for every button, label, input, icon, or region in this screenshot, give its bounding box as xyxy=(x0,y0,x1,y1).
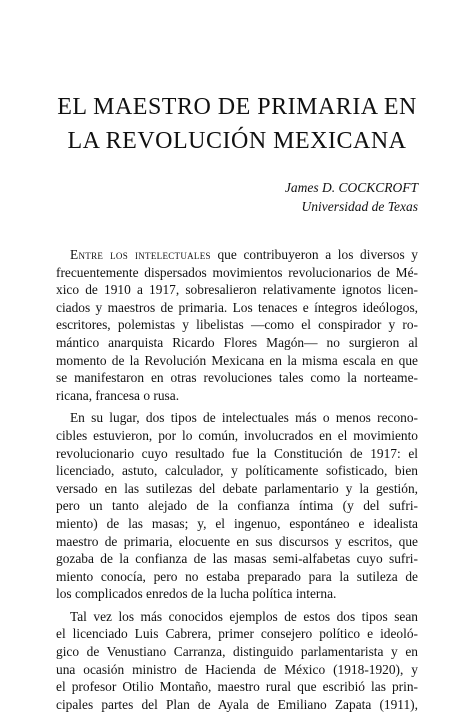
paragraph-line: Tal vez los más conocidos ejemplos de estos dos tipos sean xyxy=(70,608,418,624)
paragraph-line: momento de la Revolución Mexicana en la misma escala en que xyxy=(56,352,418,368)
author-affiliation: Universidad de Texas xyxy=(301,199,418,214)
article-body xyxy=(56,246,418,713)
paragraph-line: revolucionario cuyo resultado fue la Constitución de 1917: el xyxy=(56,445,418,461)
paragraph-line: el licenciado Luis Cabrera, primer consejero político e ideoló- xyxy=(56,626,418,642)
paragraph-line: una ocasión ministro de Hacienda de México (1918-1920), y xyxy=(56,661,418,677)
title-line-1: EL MAESTRO DE PRIMARIA EN xyxy=(57,94,417,120)
paragraph-1 xyxy=(56,246,418,404)
paragraph-line: ciados y maestros de primaria. Los tenaces e íntegros ideólogos, xyxy=(56,299,418,315)
paragraph-line: En su lugar, dos tipos de intelectuales más o menos recono- xyxy=(70,410,418,426)
author-name: James D. COCKCROFT xyxy=(284,180,418,195)
paragraph-line: versado en las sutilezas del debate parlamentario y la gestión, xyxy=(56,480,418,496)
paragraph-line: cipales partes del Plan de Ayala de Emiliano Zapata (1911), xyxy=(56,696,418,712)
paragraph-line: miento) de las masas; y, el ingenuo, espontáneo e idealista xyxy=(56,515,418,531)
paragraph-line: los complicados enredos de la lucha política interna. xyxy=(56,586,337,602)
paragraph-line: xico de 1910 a 1917, sobresalieron relativamente ignotos licen- xyxy=(56,282,418,298)
paragraph-line: mántico anarquista Ricardo Flores Magón— no surgieron al xyxy=(56,334,418,350)
paragraph-line: frecuentemente dispersados movimientos revolucionarios de Mé- xyxy=(56,264,418,280)
paragraph-line: miento conocía, pero no estaba preparado para la sutileza de xyxy=(56,568,418,584)
title-line-2: LA REVOLUCIÓN MEXICANA xyxy=(67,128,407,154)
paragraph-2 xyxy=(56,409,418,603)
paragraph-line: gozaba de la confianza de las masas semi-alfabetas cuyo sufri- xyxy=(56,551,418,567)
paragraph-line: el profesor Otilio Montaño, maestro rural que escribió las prin- xyxy=(56,679,418,695)
article-title xyxy=(40,90,434,158)
paragraph-line: ricana, francesa o rusa. xyxy=(56,387,180,403)
author-byline xyxy=(285,178,418,216)
paragraph-line: licenciado, astuto, calculador, y políticamente sofisticado, bien xyxy=(56,463,418,479)
paragraph-line: escritores, polemistas y libelistas —como el conspirador y ro- xyxy=(56,317,418,333)
paragraph-line: Entre los intelectuales que contribuyeron a los diversos y xyxy=(70,247,418,262)
paragraph-3 xyxy=(56,608,418,713)
paragraph-line: cibles estuvieron, por lo común, involucrados en el movimiento xyxy=(56,427,418,443)
lead-in-smallcaps: Entre los intelectuales xyxy=(70,247,211,262)
paragraph-line: gico de Venustiano Carranza, distinguido parlamentarista y en xyxy=(56,644,418,660)
paragraph-line: pero un tanto alejado de la confianza íntima (y del sufri- xyxy=(56,498,418,514)
paragraph-line: maestro de primaria, elocuente en sus discursos y escritos, que xyxy=(56,533,418,549)
paragraph-line: se manifestaron en otras revoluciones tales como la norteame- xyxy=(56,370,418,386)
